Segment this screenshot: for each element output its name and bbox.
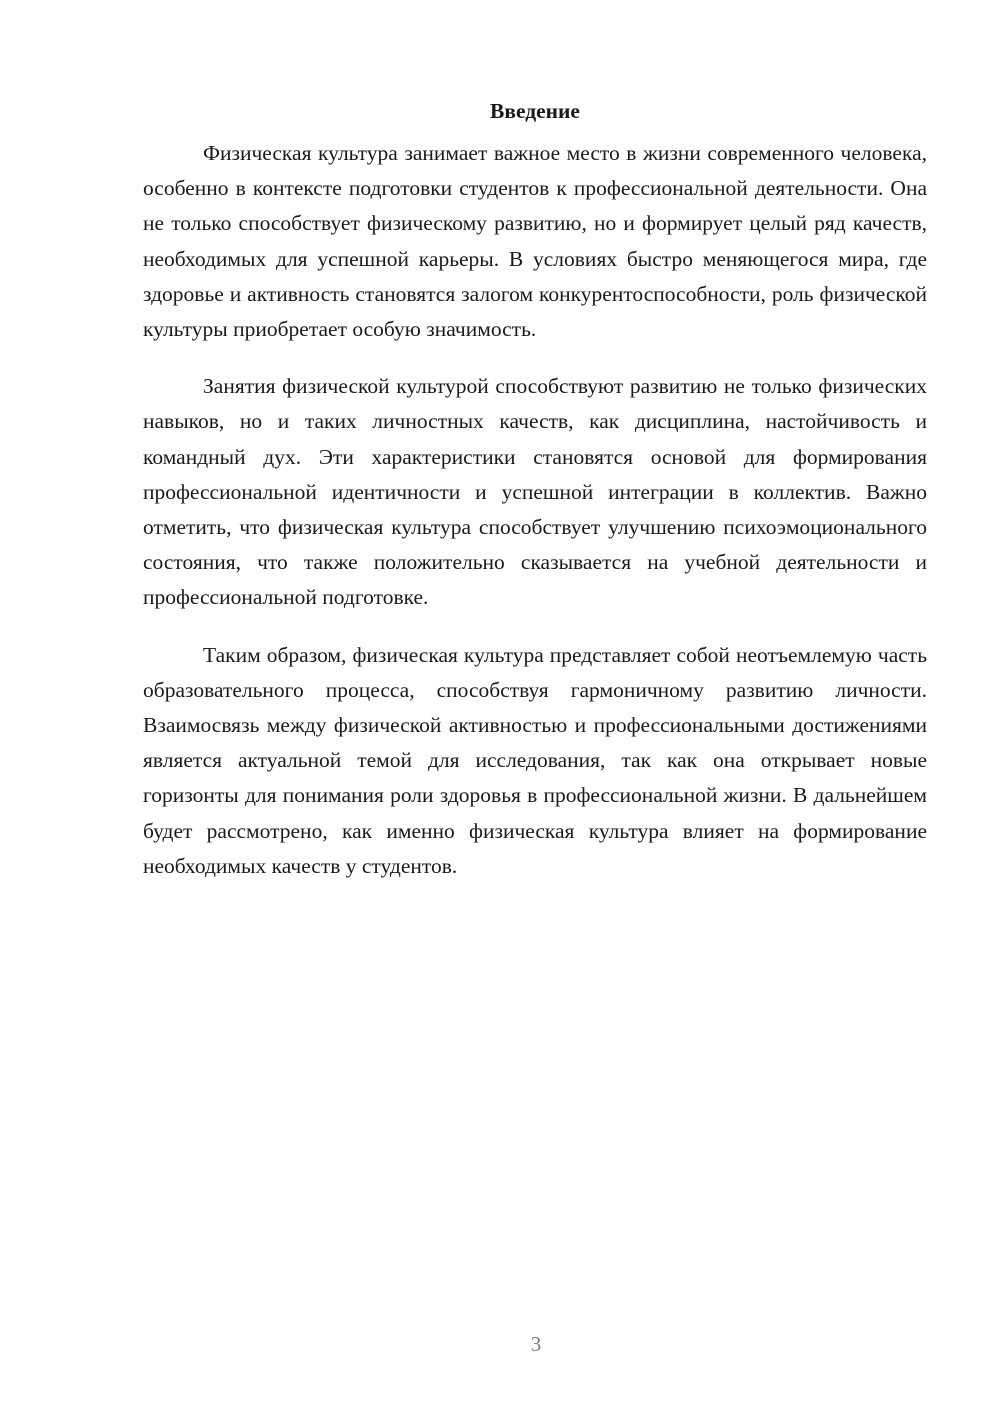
section-heading: Введение [490,99,580,123]
paragraph-1: Физическая культура занимает важное место в жизни современного человека, особенно в контексте подготовки студентов к профессиональной деятельности. Она не только способствует физическому развитию, но и формирует целый ряд качеств, необходимых для успешной карьеры. В условиях быстро меняющегося мира, где здоровье и активность становятся залогом конкурентоспособности, роль физической культуры приобретает особую значимость. [143,141,927,342]
page-content [143,96,927,906]
paragraph-2: Занятия физической культурой способствуют развитию не только физических навыков, но и таких личностных качеств, как дисциплина, настойчивость и командный дух. Эти характеристики становятся основой для формирования профессиональной идентичности и успешной интеграции в коллектив. Важно отметить, что физическая культура способствует улучшению психоэмоционального состояния, что также положительно сказывается на учебной деятельности и профессиональной подготовке. [143,374,927,610]
page-number: 3 [530,1332,542,1356]
paragraph-3: Таким образом, физическая культура представляет собой неотъемлемую часть образовательного процесса, способствуя гармоничному развитию личности. Взаимосвязь между физической активностью и профессиональными достижениями является актуальной темой для исследования, так как она открывает новые горизонты для понимания роли здоровья в профессиональной жизни. В дальнейшем будет рассмотрено, как именно физическая культура влияет на формирование необходимых качеств у студентов. [143,642,927,878]
